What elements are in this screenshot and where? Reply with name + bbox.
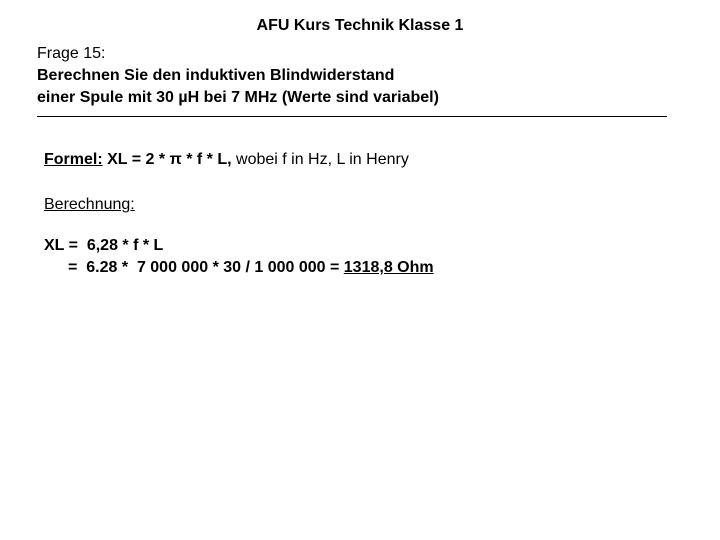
calculation-label: Berechnung: [44,196,135,213]
calculation-line-1: XL = 6,28 * f * L [44,237,164,254]
question-text-line-2: einer Spule mit 30 µH bei 7 MHz (Werte sind variabel) [37,89,439,106]
question-block [37,43,439,109]
formula-line [44,150,409,170]
horizontal-divider [37,116,667,117]
calculation-expression: = 6.28 * 7 000 000 * 30 / 1 000 000 = [68,259,344,276]
calculation-result: 1318,8 Ohm [343,259,434,276]
question-number: Frage 15: [37,45,106,62]
formula-expression: XL = 2 * π * f * L, [102,151,232,168]
calculation-line-2 [68,258,434,278]
formula-note: wobei f in Hz, L in Henry [231,151,409,168]
formula-label: Formel: [44,151,103,168]
question-text-line-1: Berechnen Sie den induktiven Blindwiderstand [37,67,395,84]
slide-title: AFU Kurs Technik Klasse 1 [256,17,464,34]
